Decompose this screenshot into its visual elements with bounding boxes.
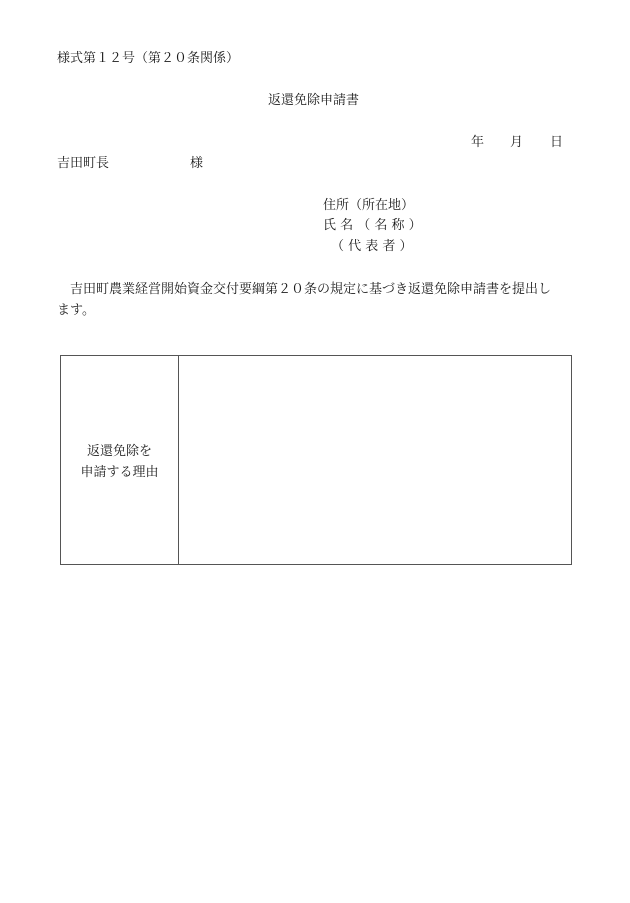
body-text-line-1: 吉田町農業経営開始資金交付要綱第２０条の規定に基づき返還免除申請書を提出し	[57, 282, 552, 297]
date-month-label: 月	[510, 135, 524, 150]
reason-table	[60, 355, 572, 565]
body-text-line-2: ます。	[57, 303, 95, 318]
applicant-representative-label: （ 代 表 者 ）	[331, 239, 413, 254]
addressee-name: 吉田町長	[57, 156, 110, 171]
date-day-label: 日	[550, 135, 564, 150]
addressee-honorific: 様	[190, 156, 204, 171]
reason-label-line-1: 返還免除を	[86, 444, 152, 459]
applicant-address-label: 住所（所在地）	[323, 198, 415, 213]
form-number: 様式第１２号（第２０条関係）	[57, 51, 240, 66]
document-title: 返還免除申請書	[268, 93, 360, 108]
reason-label-line-2: 申請する理由	[80, 465, 159, 480]
reason-label-cell	[61, 356, 179, 564]
date-year-label: 年	[471, 135, 485, 150]
applicant-name-label: 氏 名 （ 名 称 ）	[323, 218, 422, 233]
reason-value-cell[interactable]	[179, 356, 571, 564]
